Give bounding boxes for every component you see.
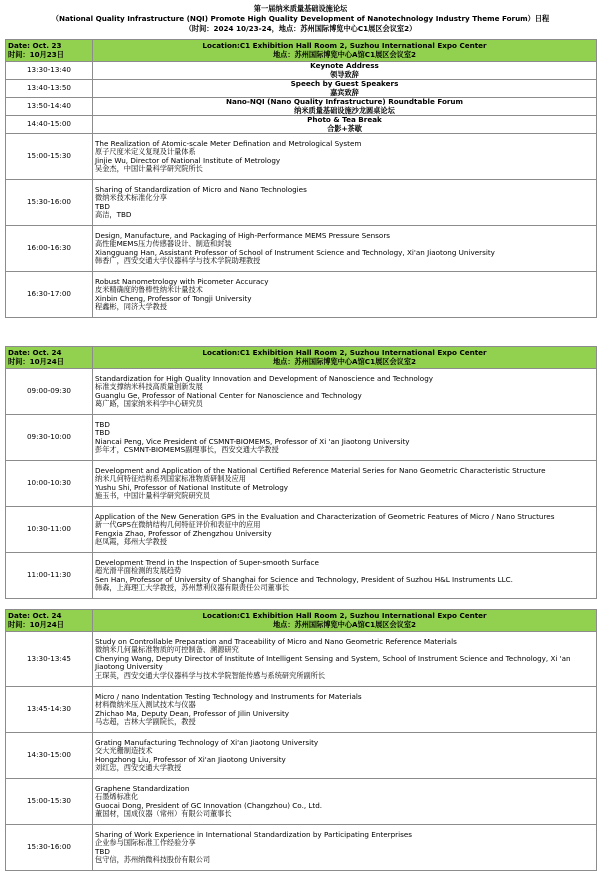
session-row	[6, 62, 597, 80]
speaker-cn: 马志超，吉林大学副院长，教授	[95, 717, 196, 726]
session-content	[93, 461, 597, 507]
speaker-en: Jinjie Wu, Director of National Institute of Metrology	[95, 155, 281, 165]
session-row	[6, 687, 597, 733]
session-title-cn: 石墨烯标准化	[95, 792, 139, 801]
session-row	[6, 134, 597, 180]
session-time: 13:50-14:40	[6, 98, 93, 116]
location-cell	[93, 40, 597, 62]
session-title: Development Trend in the Inspection of Super-smooth Surface	[95, 557, 319, 567]
session-title: Sharing of Standardization of Micro and Nano Technologies	[95, 184, 307, 194]
date-cn: 时间：10月24日	[8, 619, 64, 629]
session-title-cn: 领导致辞	[330, 69, 359, 79]
speaker-cn: 彭年才，CSMNT-BIOMEMS副理事长，西安交通大学教授	[95, 445, 279, 454]
session-row	[6, 461, 597, 507]
day-block	[5, 346, 596, 599]
session-content	[93, 272, 597, 318]
session-title: Speech by Guest Speakers	[290, 79, 399, 88]
speaker-cn: 王琛英，西安交通大学仪器科学与技术学院智能传感与系统研究所副所长	[95, 670, 326, 680]
session-title: Graphene Standardization	[95, 783, 190, 793]
location-cell	[93, 610, 597, 632]
schedule-table	[5, 39, 597, 318]
session-content	[93, 733, 597, 779]
day-header-row	[6, 347, 597, 369]
schedule-table	[5, 609, 597, 871]
speaker-cn: 葛广路，国家纳米科学中心研究员	[95, 399, 203, 408]
session-content	[93, 687, 597, 733]
session-content	[93, 180, 597, 226]
date-cell	[6, 347, 93, 369]
session-content	[93, 62, 597, 80]
session-title-cn: 合影+茶歇	[327, 123, 362, 133]
session-time: 14:40-15:00	[6, 116, 93, 134]
location-en: Location:C1 Exhibition Hall Room 2, Suzhou International Expo Center	[202, 41, 487, 50]
session-row	[6, 507, 597, 553]
session-title: Standardization for High Quality Innovation and Development of Nanoscience and Technology	[95, 373, 434, 383]
location-cn: 地点：苏州国际博览中心A馆C1展区会议室2	[272, 619, 417, 629]
session-row	[6, 779, 597, 825]
speaker-cn: 董国材，国成仪器（常州）有限公司董事长	[95, 809, 232, 818]
session-content	[93, 226, 597, 272]
session-row	[6, 116, 597, 134]
session-title-cn: 超光滑平面检测的发展趋势	[95, 566, 182, 575]
date-en: Date: Oct. 24	[8, 348, 62, 357]
session-title-cn: 皮米精确度的鲁棒性纳米计量技术	[95, 285, 203, 294]
date-en: Date: Oct. 23	[8, 41, 62, 50]
session-title-cn: 企业参与国际标准工作经验分享	[95, 838, 196, 847]
date-cn: 时间：10月24日	[8, 356, 64, 366]
session-title: Sharing of Work Experience in International Standardization by Participating Enterprises	[95, 829, 412, 839]
session-title-cn: 高性能MEMS压力传感器设计、制造和封装	[95, 239, 232, 248]
date-cell	[6, 40, 93, 62]
session-title-cn: 纳米质量基础设施沙龙圆桌论坛	[294, 105, 395, 115]
session-time: 15:30-16:00	[6, 825, 93, 871]
session-title-cn: 原子尺度米定义复现及计量体系	[95, 147, 196, 156]
location-en: Location:C1 Exhibition Hall Room 2, Suzhou International Expo Center	[202, 348, 487, 357]
session-content	[93, 507, 597, 553]
location-en: Location:C1 Exhibition Hall Room 2, Suzhou International Expo Center	[202, 611, 487, 620]
session-time: 10:00-10:30	[6, 461, 93, 507]
speaker-en: Chenying Wang, Deputy Director of Institute of Intelligent Sensing and System, School of Instrument Science and Technology, Xi 'an	[95, 653, 571, 663]
session-row	[6, 80, 597, 98]
speaker-en: Zhichao Ma, Deputy Dean, Professor of Jilin University	[95, 708, 290, 718]
session-time: 16:00-16:30	[6, 226, 93, 272]
session-time: 10:30-11:00	[6, 507, 93, 553]
speaker-cn: Jiaotong University	[95, 662, 163, 672]
session-content	[93, 80, 597, 98]
session-title-cn: 纳米几何特征结构系列国家标准物质研制及应用	[95, 474, 246, 483]
forum-title-cn: 第一届纳米质量基础设施论坛	[253, 4, 348, 13]
session-row	[6, 180, 597, 226]
session-row	[6, 98, 597, 116]
day-block	[5, 609, 596, 871]
session-title-cn: TBD	[95, 428, 110, 437]
speaker-cn: 包守信，苏州纳微科技股份有限公司	[95, 855, 211, 864]
session-title-cn: 微纳米几何量标准物质的可控制备、溯源研究	[95, 645, 239, 655]
speaker-en: Guocai Dong, President of GC Innovation (Changzhou) Co., Ltd.	[95, 800, 323, 810]
date-en: Date: Oct. 24	[8, 611, 62, 620]
session-title-cn: 嘉宾致辞	[330, 87, 359, 97]
speaker-en: Yushu Shi, Professor of National Institute of Metrology	[95, 482, 289, 492]
session-title: Keynote Address	[310, 61, 379, 70]
session-row	[6, 825, 597, 871]
session-title: Grating Manufacturing Technology of Xi'an Jiaotong University	[95, 737, 319, 747]
session-content	[93, 825, 597, 871]
session-title-cn: 材料微纳米压入测试技术与仪器	[95, 700, 196, 709]
session-row	[6, 415, 597, 461]
session-content	[93, 98, 597, 116]
speaker-en: Fengxia Zhao, Professor of Zhengzhou University	[95, 528, 272, 538]
session-title: Application of the New Generation GPS in the Evaluation and Characterization of Geometric Features of Micro / Nano Structures	[95, 511, 555, 521]
session-title: The Realization of Atomic-scale Meter Defination and Metrological System	[95, 138, 362, 148]
location-cn: 地点：苏州国际博览中心A馆C1展区会议室2	[272, 356, 417, 366]
forum-time-location: （时间：2024 10/23-24，地点：苏州国际博览中心C1展区会议室2）	[184, 24, 417, 33]
session-content	[93, 553, 597, 599]
session-time: 13:30-13:40	[6, 62, 93, 80]
session-row	[6, 226, 597, 272]
session-time: 13:45-14:30	[6, 687, 93, 733]
speaker-cn: 韩森，上海理工大学教授，苏州慧利仪器有限责任公司董事长	[95, 583, 290, 592]
session-title-cn: 标准支撑纳米科技高质量创新发展	[95, 382, 203, 391]
session-title: Nano-NQI (Nano Quality Infrastructure) Roundtable Forum	[225, 97, 464, 106]
speaker-en: Guanglu Ge, Professor of National Center for Nanoscience and Technology	[95, 390, 362, 400]
session-title: Micro / nano Indentation Testing Technology and Instruments for Materials	[95, 691, 362, 701]
speaker-en: Niancai Peng, Vice President of CSMNT-BIOMEMS, Professor of Xi 'an Jiaotong University	[95, 436, 410, 446]
speaker-en: TBD	[95, 846, 110, 856]
session-title-cn: 新一代GPS在微纳结构几何特征评价和表征中的应用	[95, 520, 261, 529]
session-content	[93, 116, 597, 134]
day-block	[5, 39, 596, 318]
session-time: 11:00-11:30	[6, 553, 93, 599]
session-title: Robust Nanometrology with Picometer Accuracy	[95, 276, 269, 286]
session-title: Study on Controllable Preparation and Traceability of Micro and Nano Geometric Reference Materials	[95, 636, 457, 646]
session-title: TBD	[95, 419, 110, 429]
agenda-header	[5, 3, 596, 34]
speaker-cn: 程鑫彬，同济大学教授	[95, 302, 167, 311]
schedule-table	[5, 346, 597, 599]
session-title: Design, Manufacture, and Packaging of High-Performance MEMS Pressure Sensors	[95, 230, 391, 240]
location-cell	[93, 347, 597, 369]
speaker-cn: 吴金杰，中国计量科学研究院所长	[95, 164, 203, 173]
session-title-cn: 交大光栅制造技术	[95, 746, 153, 755]
session-content	[93, 134, 597, 180]
speaker-cn: 高洁，TBD	[95, 210, 132, 219]
speaker-en: Sen Han, Professor of University of Shanghai for Science and Technology, President of Suzhou H&L Instruments LLC.	[95, 574, 513, 584]
session-title: Development and Application of the National Certified Reference Material Series for Nano Geometric Characteristic Structure	[95, 465, 546, 475]
session-time: 15:00-15:30	[6, 134, 93, 180]
forum-title-en: （National Quality Infrastructure (NQI) Promote High Quality Development of Nanotechnology Industry Theme Forum）日程	[51, 14, 550, 23]
day-header-row	[6, 40, 597, 62]
session-time: 09:00-09:30	[6, 369, 93, 415]
speaker-cn: 赵凤霞，郑州大学教授	[95, 537, 167, 546]
day-header-row	[6, 610, 597, 632]
session-row	[6, 733, 597, 779]
session-time: 09:30-10:00	[6, 415, 93, 461]
session-time: 15:00-15:30	[6, 779, 93, 825]
session-title: Photo & Tea Break	[307, 115, 382, 124]
session-row	[6, 272, 597, 318]
session-time: 13:40-13:50	[6, 80, 93, 98]
speaker-cn: 韩香广，西安交通大学仪器科学与技术学院助理教授	[95, 256, 261, 265]
speaker-en: Hongzhong Liu, Professor of Xi'an Jiaotong University	[95, 754, 286, 764]
session-content	[93, 369, 597, 415]
speaker-en: TBD	[95, 201, 110, 211]
session-content	[93, 415, 597, 461]
session-content	[93, 632, 597, 687]
session-content	[93, 779, 597, 825]
location-cn: 地点：苏州国际博览中心A馆C1展区会议室2	[272, 49, 417, 59]
session-time: 13:30-13:45	[6, 632, 93, 687]
speaker-cn: 刘红忠，西安交通大学教授	[95, 763, 182, 772]
session-title-cn: 微纳米技术标准化分享	[95, 193, 167, 202]
date-cn: 时间：10月23日	[8, 49, 64, 59]
session-row	[6, 553, 597, 599]
date-cell	[6, 610, 93, 632]
session-time: 15:30-16:00	[6, 180, 93, 226]
speaker-cn: 施玉书，中国计量科学研究院研究员	[95, 491, 211, 500]
session-row	[6, 632, 597, 687]
session-time: 16:30-17:00	[6, 272, 93, 318]
session-time: 14:30-15:00	[6, 733, 93, 779]
speaker-en: Xiangguang Han, Assistant Professor of School of Instrument Science and Technology, Xi'an Jiaotong University	[95, 247, 495, 257]
session-row	[6, 369, 597, 415]
speaker-en: Xinbin Cheng, Professor of Tongji University	[95, 293, 252, 303]
